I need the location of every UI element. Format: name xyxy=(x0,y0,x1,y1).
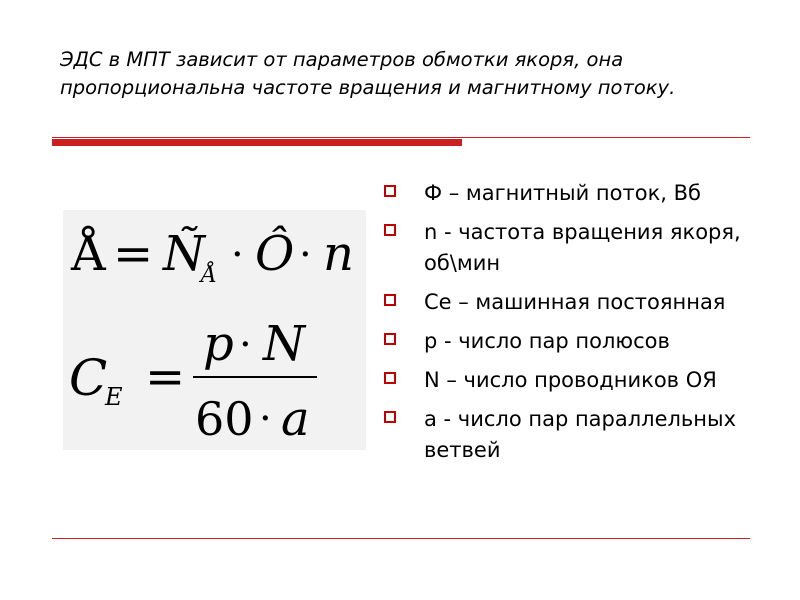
eq1-dot-1: · xyxy=(231,232,244,278)
square-bullet-icon xyxy=(384,372,396,384)
title-divider-thick xyxy=(52,139,462,146)
variable-definitions-list xyxy=(384,178,784,474)
footer-divider xyxy=(52,538,750,539)
eq2-fraction-bar xyxy=(193,376,317,378)
slide-title: ЭДС в МПТ зависит от параметров обмотки якоря, она пропорциональна частоте вращения и магнитному потоку. xyxy=(60,48,676,99)
square-bullet-icon xyxy=(384,333,396,345)
eq1-speed: n xyxy=(323,226,354,282)
square-bullet-icon xyxy=(384,411,396,423)
eq1-lhs: Å xyxy=(71,226,106,282)
formula-drawing xyxy=(63,210,366,450)
eq2-equals: = xyxy=(145,349,186,405)
list-item-text: Ф – магнитный поток, Вб xyxy=(424,181,701,205)
list-item xyxy=(384,217,784,279)
eq1-equals: = xyxy=(113,226,154,282)
list-item-text: а - число пар параллельных ветвей xyxy=(424,407,737,462)
list-item-text: Се – машинная постоянная xyxy=(424,290,726,314)
list-item xyxy=(384,404,784,466)
list-item xyxy=(384,365,784,396)
square-bullet-icon xyxy=(384,294,396,306)
eq2-denominator-a: a xyxy=(281,391,310,447)
eq2-lhs-subscript: E xyxy=(105,383,123,411)
formula-panel xyxy=(63,210,366,450)
list-item xyxy=(384,326,784,357)
square-bullet-icon xyxy=(384,185,396,197)
eq2-lhs: C xyxy=(69,349,108,407)
eq2-denominator-dot: · xyxy=(259,396,272,442)
eq2-numerator-p: p xyxy=(203,316,234,372)
eq1-flux: Ô xyxy=(255,226,295,282)
list-item-text: N – число проводников ОЯ xyxy=(424,368,717,392)
title-divider-thin xyxy=(52,137,750,138)
list-item xyxy=(384,287,784,318)
eq1-dot-2: · xyxy=(299,232,312,278)
eq1-coefficient: Ñ xyxy=(163,226,205,282)
square-bullet-icon xyxy=(384,224,396,236)
list-item-text: р - число пар полюсов xyxy=(424,329,670,353)
eq1-coefficient-subscript: Å xyxy=(201,263,217,288)
eq2-numerator-N: N xyxy=(263,316,305,372)
eq2-denominator-60: 60 xyxy=(195,392,254,446)
list-item-text: n - частота вращения якоря, об\мин xyxy=(424,220,741,275)
eq2-numerator-dot: · xyxy=(239,322,252,368)
list-item xyxy=(384,178,784,209)
